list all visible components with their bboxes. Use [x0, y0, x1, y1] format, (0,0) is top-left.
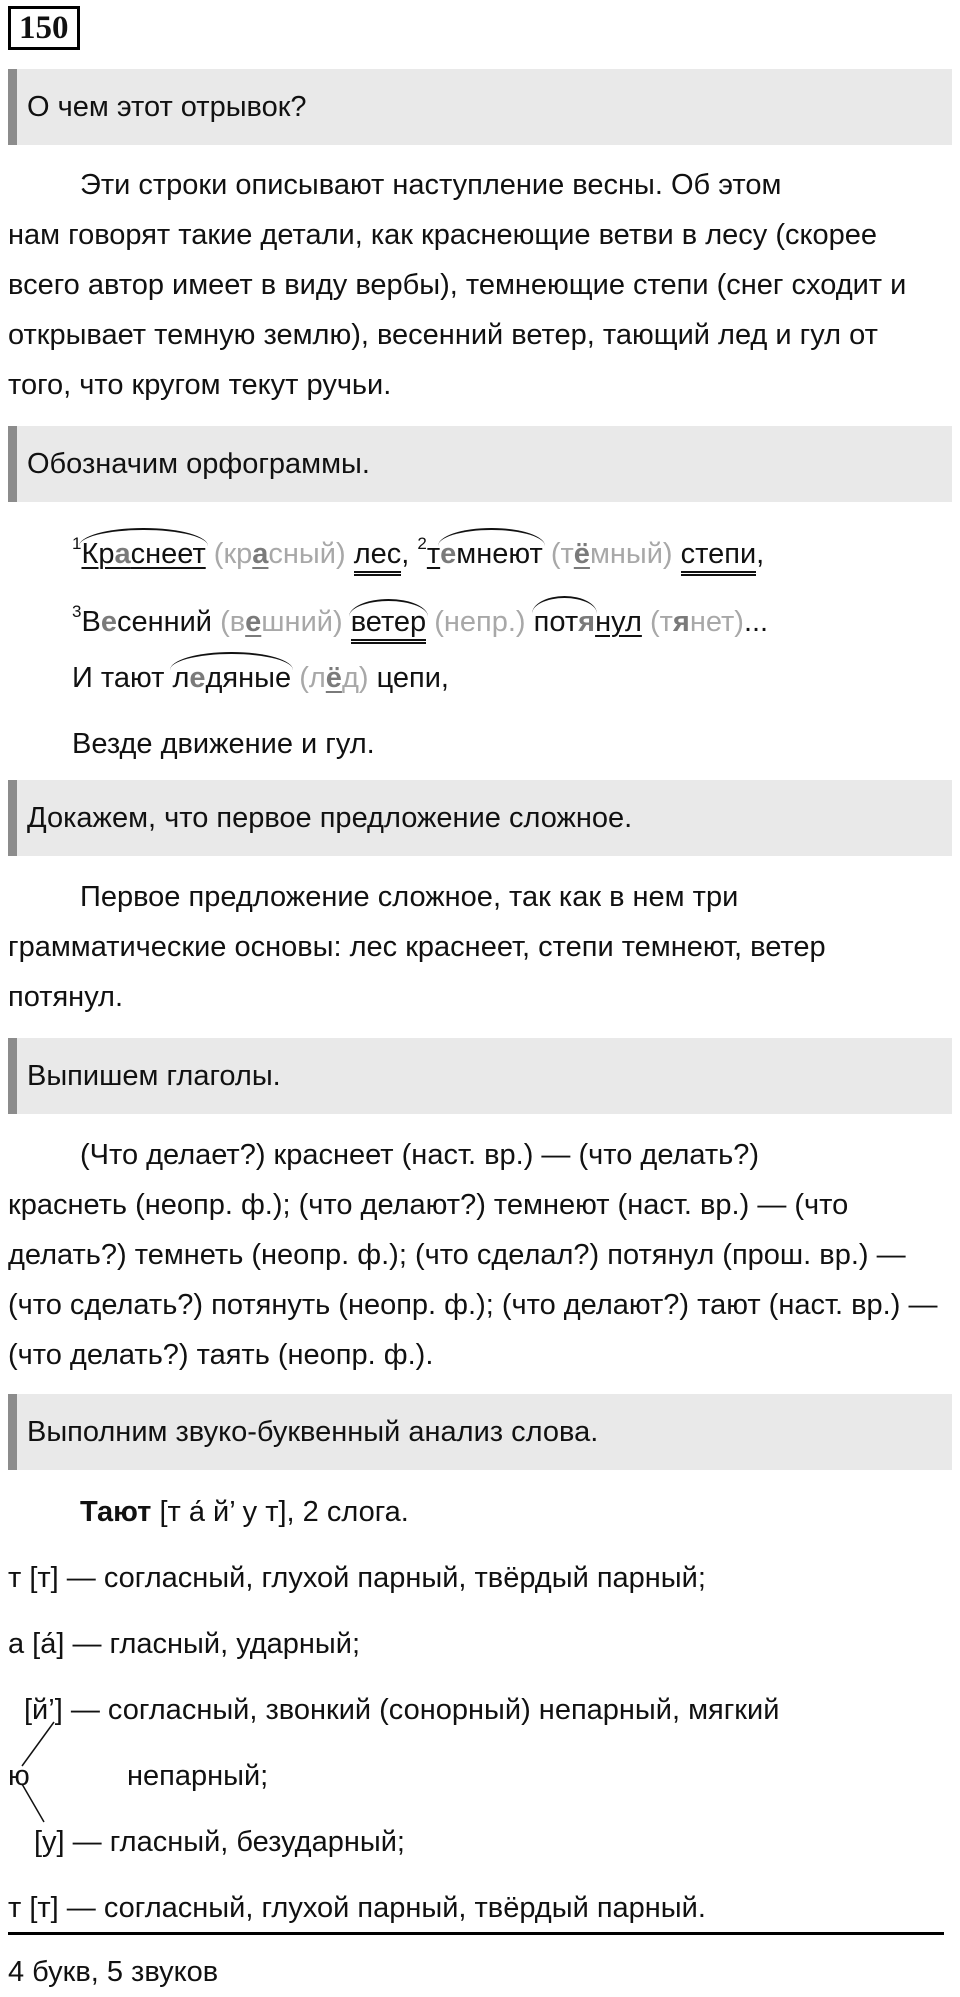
analysis-row-4: [у] — гласный, безударный;	[34, 1826, 405, 1858]
section-heading-verbs	[8, 1038, 952, 1114]
section-heading-topic	[8, 69, 952, 145]
word-stepi: степи	[681, 537, 757, 576]
paragraph-rest: краснеть (неопр. ф.); (что делают?) темнеют (наст. вр.) — (что делать?) темнеть (неопр. ф.); (что сделал?) потянул (прош. вр.) — (что сделать?) потянуть (неопр. ф.); (что делают?) тают (наст. вр.) — (что делать?) таять (неопр. ф.).	[8, 1189, 938, 1371]
poem-line-3	[72, 658, 449, 698]
footnote-mark: 3	[72, 602, 82, 621]
note-nepr: (непр.)	[434, 606, 526, 638]
poem-line-1	[72, 524, 764, 576]
word-temneyut: темнеют	[427, 538, 543, 570]
poem-line-2	[72, 592, 768, 644]
word-veter: ветер	[351, 605, 426, 644]
paragraph-first-line: Эти строки описывают наступление весны. Об этом	[80, 169, 782, 201]
summary: 4 букв, 5 звуков	[8, 1956, 219, 1988]
branch-lines	[8, 1700, 68, 1830]
analysis-row-1: т [т] — согласный, глухой парный, твёрдый парный;	[8, 1562, 706, 1594]
comma: ,	[756, 538, 765, 570]
comma: ,	[401, 538, 410, 570]
word-krasneet: Краснеет	[81, 534, 205, 574]
section-heading-complex-sentence	[8, 780, 952, 856]
word-ledyanye: ледяные	[172, 658, 291, 698]
section-heading-orthograms	[8, 426, 952, 502]
letter-yu: ю	[8, 1760, 30, 1792]
transcription: [т а́ й’ у т], 2 слога.	[159, 1496, 409, 1528]
paragraph-rest: нам говорят такие детали, как краснеющие ветви в лесу (скорее всего автор имеет в виду вербы), темнеющие степи (снег сходит и открывает темную землю), весенний ветер, тающий лед и гул от того, что кругом текут ручьи.	[8, 219, 907, 401]
complex-sentence-paragraph	[8, 872, 948, 1022]
topic-paragraph	[8, 160, 948, 410]
section-heading-phonetic	[8, 1394, 952, 1470]
heading-text: О чем этот отрывок?	[27, 90, 307, 123]
analysis-title	[80, 1492, 409, 1532]
analyzed-word: Тают	[80, 1496, 152, 1528]
check-word: (лёд)	[299, 662, 369, 694]
analysis-row-5: т [т] — согласный, глухой парный, твёрдый парный.	[8, 1892, 706, 1924]
poem-line-4: Везде движение и гул.	[72, 728, 375, 760]
verbs-paragraph	[8, 1130, 948, 1380]
paragraph-first-line: Первое предложение сложное, так как в нем три	[80, 881, 739, 913]
heading-text: Выпишем глаголы.	[27, 1059, 281, 1092]
word-vesenniy: Весенний	[81, 606, 213, 638]
check-word: (красный)	[213, 538, 346, 570]
ellipsis: ...	[743, 606, 769, 638]
heading-text: Выполним звуко-буквенный анализ слова.	[27, 1415, 599, 1448]
check-word: (тёмный)	[550, 538, 673, 570]
divider	[8, 1932, 944, 1935]
word-potyanul: потянул	[534, 606, 642, 638]
paragraph-first-line: (Что делает?) краснеет (наст. вр.) — (что делать?)	[80, 1139, 760, 1171]
footnote-mark: 1	[72, 534, 82, 553]
check-word: (тянет)	[649, 606, 744, 638]
analysis-row-3-cont: непарный;	[127, 1760, 269, 1792]
heading-text: Докажем, что первое предложение сложное.	[27, 801, 633, 834]
analysis-row-2: а [а́] — гласный, ударный;	[8, 1628, 361, 1660]
check-word: (вешний)	[220, 606, 343, 638]
footnote-mark: 2	[417, 534, 427, 553]
paragraph-rest: грамматические основы: лес краснеет, степи темнеют, ветер потянул.	[8, 931, 826, 1013]
task-number: 150	[8, 6, 80, 50]
heading-text: Обозначим орфограммы.	[27, 447, 370, 480]
text: И тают	[72, 662, 165, 694]
word-les: лес	[354, 537, 402, 576]
analysis-row-3: [й’] — согласный, звонкий (сонорный) непарный, мягкий	[24, 1694, 780, 1726]
text: цепи,	[376, 662, 449, 694]
